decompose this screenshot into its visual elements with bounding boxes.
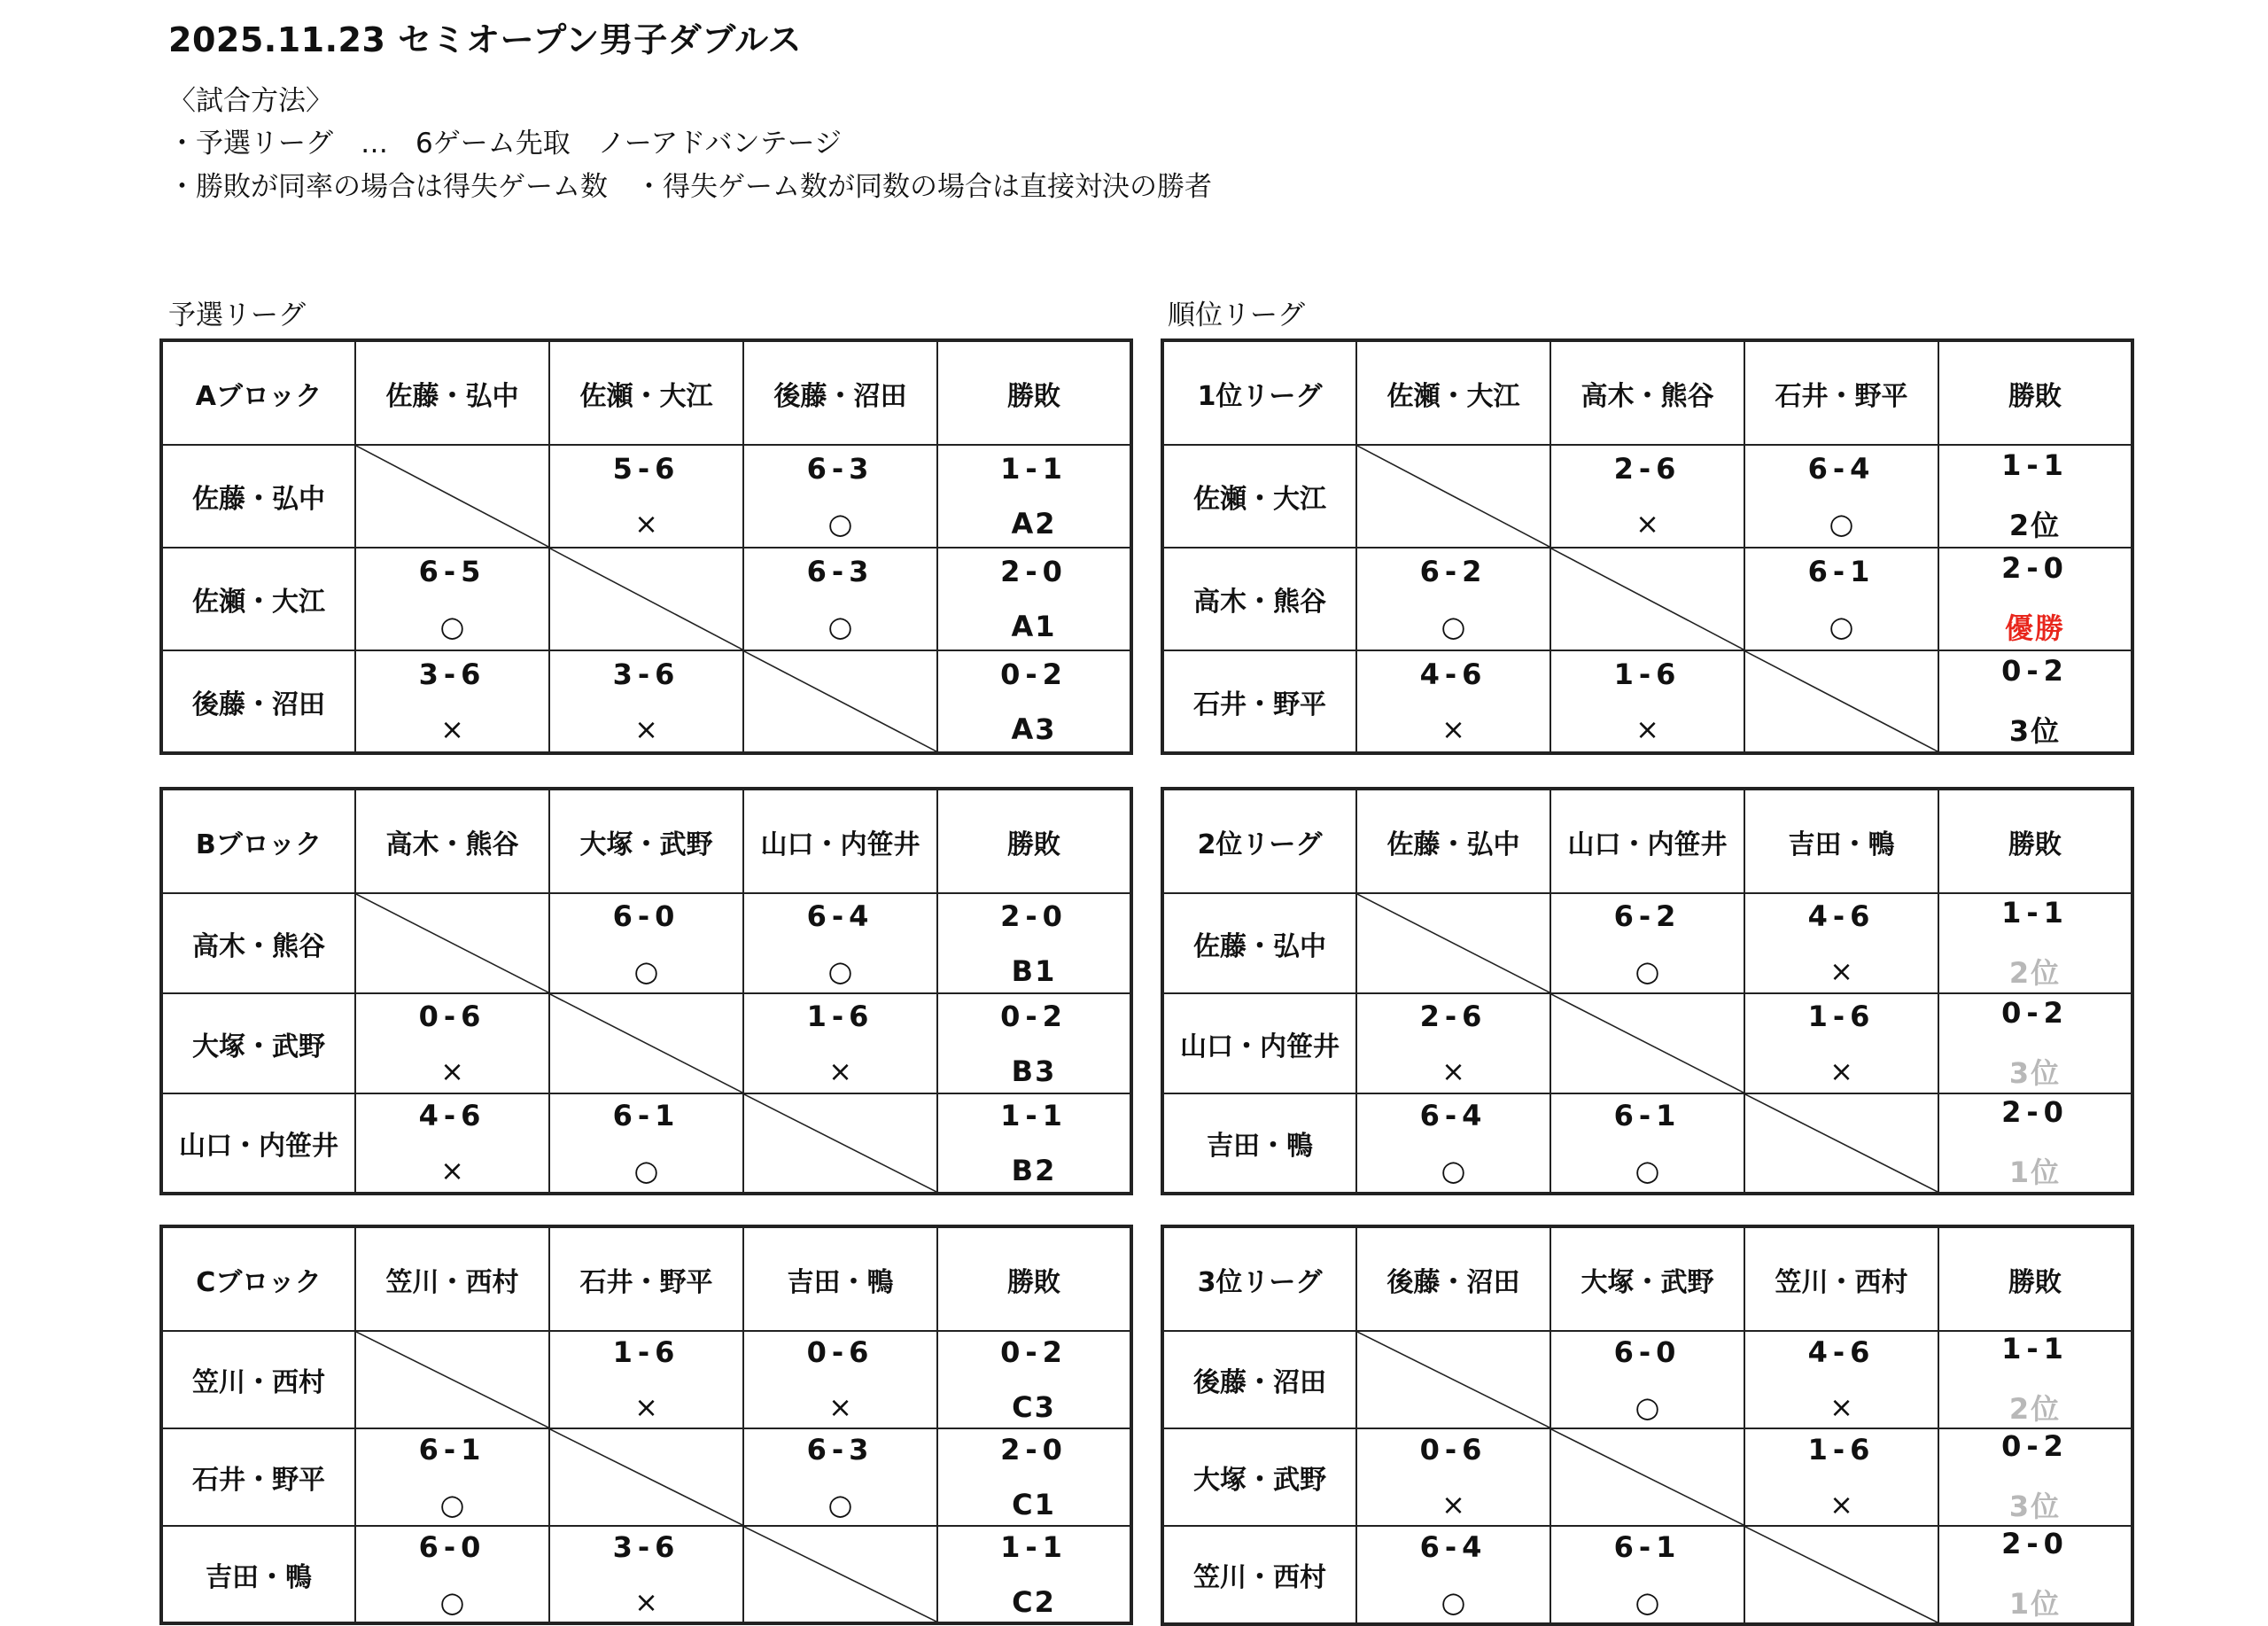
match-result-cell — [1356, 650, 1550, 753]
match-score: 6-0 — [612, 899, 680, 933]
column-header-result: 勝敗 — [937, 1226, 1131, 1331]
row-header-team: 佐藤・弘中 — [1162, 893, 1356, 993]
row-header-team: 山口・内笹井 — [161, 1093, 355, 1194]
match-result-cell — [743, 445, 937, 548]
match-result-cell — [1550, 1526, 1744, 1624]
self-match-cell — [355, 1331, 549, 1428]
match-result-cell — [1356, 1428, 1550, 1526]
self-match-cell — [549, 1428, 743, 1526]
win-mark: ○ — [633, 953, 659, 988]
column-header-result: 勝敗 — [937, 789, 1131, 893]
win-loss-record: 1-1 — [1000, 1099, 1068, 1132]
match-result-cell — [1744, 993, 1938, 1093]
loss-mark: × — [440, 712, 464, 746]
win-mark: ○ — [633, 1154, 659, 1187]
match-score: 1-6 — [1807, 999, 1876, 1033]
record-cell — [1938, 445, 2132, 548]
match-score: 2-6 — [1419, 999, 1487, 1033]
match-score: 1-6 — [1613, 657, 1682, 691]
column-header-team: 高木・熊谷 — [1550, 340, 1744, 445]
win-mark: ○ — [1635, 953, 1660, 988]
column-header-team: 山口・内笹井 — [1550, 789, 1744, 893]
block-label: Cブロック — [161, 1226, 355, 1331]
table-header-row — [1162, 789, 2132, 893]
match-score: 6-1 — [1613, 1530, 1682, 1564]
match-score: 6-5 — [418, 555, 486, 588]
loss-mark: × — [828, 1390, 852, 1424]
self-match-cell — [743, 1093, 937, 1194]
row-header-team: 石井・野平 — [161, 1428, 355, 1526]
win-mark: ○ — [439, 1488, 465, 1521]
table-row — [1162, 548, 2132, 650]
table-header-row — [1162, 1226, 2132, 1331]
match-result-cell — [549, 650, 743, 753]
row-header-team: 吉田・鴨 — [1162, 1093, 1356, 1194]
standing-rank: 2位 — [2008, 1392, 2062, 1426]
self-match-cell — [743, 650, 937, 753]
column-header-team: 笠川・西村 — [1744, 1226, 1938, 1331]
record-cell — [937, 1331, 1131, 1428]
record-cell — [1938, 993, 2132, 1093]
win-loss-record: 1-1 — [2001, 895, 2069, 930]
loss-mark: × — [440, 1054, 464, 1088]
table-row — [1162, 1526, 2132, 1624]
match-result-cell — [549, 893, 743, 993]
record-cell — [937, 1093, 1131, 1194]
standing-rank: B3 — [1011, 1054, 1057, 1088]
match-result-cell — [1744, 445, 1938, 548]
rules-line-1: ・予選リーグ … 6ゲーム先取 ノーアドバンテージ — [168, 128, 843, 159]
diagonal-line — [356, 894, 548, 992]
match-score: 6-3 — [806, 452, 874, 486]
standing-rank: A2 — [1011, 507, 1057, 541]
table-row — [1162, 650, 2132, 753]
diagonal-line — [550, 1429, 742, 1525]
row-header-team: 佐瀬・大江 — [161, 548, 355, 650]
match-result-cell — [743, 1428, 937, 1526]
loss-mark: × — [1441, 712, 1465, 746]
diagonal-line — [1357, 894, 1550, 992]
diagonal-line — [1551, 994, 1744, 1093]
match-score: 4-6 — [1807, 1335, 1876, 1369]
rules-heading: 〈試合方法〉 — [168, 85, 333, 117]
diagonal-line — [550, 548, 742, 650]
win-mark: ○ — [827, 610, 853, 643]
win-loss-record: 2-0 — [1000, 899, 1068, 933]
standing-rank: 優勝 — [2004, 611, 2065, 645]
match-score: 0-6 — [806, 1335, 874, 1369]
row-header-team: 吉田・鴨 — [161, 1526, 355, 1623]
loss-mark: × — [634, 1390, 658, 1424]
win-loss-record: 1-1 — [2001, 448, 2069, 482]
match-score: 6-4 — [1419, 1099, 1487, 1132]
self-match-cell — [743, 1526, 937, 1623]
column-header-team: 佐藤・弘中 — [355, 340, 549, 445]
block-label: 1位リーグ — [1162, 340, 1356, 445]
diagonal-line — [744, 1527, 936, 1622]
match-score: 5-6 — [612, 452, 680, 486]
table-row — [1162, 893, 2132, 993]
record-cell — [937, 993, 1131, 1093]
table-row — [1162, 445, 2132, 548]
loss-mark: × — [634, 507, 658, 541]
win-loss-record: 1-1 — [2001, 1332, 2069, 1365]
standing-rank: A1 — [1011, 610, 1057, 643]
match-result-cell — [743, 893, 937, 993]
row-header-team: 山口・内笹井 — [1162, 993, 1356, 1093]
match-result-cell — [355, 993, 549, 1093]
self-match-cell — [1356, 445, 1550, 548]
table-header-row — [161, 340, 1131, 445]
column-header-result: 勝敗 — [937, 340, 1131, 445]
win-loss-record: 1-1 — [1000, 1529, 1068, 1564]
prelim-league-label: 予選リーグ — [168, 300, 306, 331]
win-mark: ○ — [1441, 610, 1466, 643]
league-table-C — [159, 1225, 1133, 1625]
loss-mark: × — [634, 712, 658, 746]
standing-rank: C1 — [1012, 1488, 1056, 1521]
column-header-team: 笠川・西村 — [355, 1226, 549, 1331]
loss-mark: × — [440, 1154, 464, 1187]
win-loss-record: 2-0 — [2001, 1095, 2069, 1129]
match-score: 2-6 — [1613, 452, 1682, 486]
match-result-cell — [1356, 1526, 1550, 1624]
win-mark: ○ — [439, 1584, 465, 1619]
row-header-team: 笠川・西村 — [1162, 1526, 1356, 1624]
self-match-cell — [355, 893, 549, 993]
column-header-result: 勝敗 — [1938, 789, 2132, 893]
league-table-2nd — [1161, 787, 2134, 1195]
match-result-cell — [743, 1331, 937, 1428]
league-table-1st — [1161, 338, 2134, 755]
table-row — [1162, 1331, 2132, 1428]
standing-rank: 2位 — [2008, 509, 2062, 542]
self-match-cell — [1744, 1093, 1938, 1194]
record-cell — [1938, 1428, 2132, 1526]
record-cell — [1938, 548, 2132, 650]
table-header-row — [1162, 340, 2132, 445]
record-cell — [937, 1428, 1131, 1526]
win-mark: ○ — [827, 1488, 853, 1521]
match-result-cell — [355, 650, 549, 753]
row-header-team: 笠川・西村 — [161, 1331, 355, 1428]
table-row — [161, 893, 1131, 993]
win-mark: ○ — [439, 610, 465, 643]
match-score: 0-6 — [418, 999, 486, 1033]
match-result-cell — [549, 1331, 743, 1428]
table-row — [161, 445, 1131, 548]
match-result-cell — [1550, 650, 1744, 753]
match-result-cell — [1356, 993, 1550, 1093]
loss-mark: × — [1635, 507, 1659, 541]
rules-line-2: ・勝敗が同率の場合は得失ゲーム数 ・得失ゲーム数が同数の場合は直接対決の勝者 — [168, 171, 1212, 203]
win-loss-record: 0-2 — [1000, 1335, 1068, 1369]
row-header-team: 後藤・沼田 — [1162, 1331, 1356, 1428]
match-result-cell — [1744, 1331, 1938, 1428]
record-cell — [1938, 1331, 2132, 1428]
column-header-team: 佐瀬・大江 — [1356, 340, 1550, 445]
table-row — [161, 1526, 1131, 1623]
match-result-cell — [355, 1526, 549, 1623]
win-mark: ○ — [827, 507, 853, 541]
match-result-cell — [549, 1526, 743, 1623]
record-cell — [1938, 1093, 2132, 1194]
self-match-cell — [1550, 548, 1744, 650]
table-row — [161, 1093, 1131, 1194]
win-loss-record: 2-0 — [2001, 551, 2069, 585]
table-row — [161, 650, 1131, 753]
diagonal-line — [1551, 1429, 1744, 1525]
record-cell — [937, 1526, 1131, 1623]
ranking-league-label: 順位リーグ — [1168, 300, 1305, 331]
loss-mark: × — [634, 1584, 658, 1619]
loss-mark: × — [1829, 953, 1853, 988]
match-result-cell — [355, 548, 549, 650]
self-match-cell — [549, 993, 743, 1093]
self-match-cell — [1744, 650, 1938, 753]
column-header-team: 後藤・沼田 — [1356, 1226, 1550, 1331]
win-loss-record: 1-1 — [1000, 452, 1068, 486]
match-result-cell — [1744, 893, 1938, 993]
win-mark: ○ — [1441, 1154, 1466, 1187]
record-cell — [1938, 893, 2132, 993]
block-label: 2位リーグ — [1162, 789, 1356, 893]
league-table-3rd — [1161, 1225, 2134, 1626]
win-loss-record: 0-2 — [2001, 995, 2069, 1030]
match-result-cell — [1356, 1093, 1550, 1194]
win-mark: ○ — [1829, 507, 1854, 541]
match-result-cell — [355, 1093, 549, 1194]
row-header-team: 石井・野平 — [1162, 650, 1356, 753]
match-result-cell — [355, 1428, 549, 1526]
win-mark: ○ — [827, 953, 853, 988]
self-match-cell — [355, 445, 549, 548]
match-score: 3-6 — [612, 1529, 680, 1564]
column-header-team: 石井・野平 — [549, 1226, 743, 1331]
loss-mark: × — [1829, 1390, 1853, 1424]
loss-mark: × — [1441, 1488, 1465, 1521]
table-row — [161, 1428, 1131, 1526]
column-header-team: 吉田・鴨 — [1744, 789, 1938, 893]
win-mark: ○ — [1635, 1585, 1660, 1619]
match-score: 6-3 — [806, 1433, 874, 1467]
column-header-result: 勝敗 — [1938, 340, 2132, 445]
win-loss-record: 0-2 — [2001, 1429, 2069, 1463]
table-row — [1162, 1428, 2132, 1526]
league-table-B — [159, 787, 1133, 1195]
self-match-cell — [1550, 1428, 1744, 1526]
row-header-team: 高木・熊谷 — [161, 893, 355, 993]
table-row — [161, 548, 1131, 650]
standing-rank: C3 — [1012, 1390, 1056, 1424]
record-cell — [937, 650, 1131, 753]
table-header-row — [161, 1226, 1131, 1331]
record-cell — [937, 893, 1131, 993]
page-title: 2025.11.23 セミオープン男子ダブルス — [168, 20, 803, 59]
standing-rank: 3位 — [2008, 1055, 2062, 1090]
self-match-cell — [1744, 1526, 1938, 1624]
diagonal-line — [1745, 1094, 1938, 1192]
diagonal-line — [744, 651, 936, 751]
match-score: 4-6 — [1419, 657, 1487, 691]
match-result-cell — [1744, 548, 1938, 650]
standing-rank: 2位 — [2008, 955, 2062, 990]
diagonal-line — [356, 446, 548, 547]
standing-rank: 1位 — [2008, 1155, 2062, 1189]
diagonal-line — [1357, 446, 1550, 547]
match-score: 0-6 — [1419, 1433, 1487, 1467]
loss-mark: × — [1829, 1488, 1853, 1521]
match-score: 6-4 — [806, 899, 874, 933]
row-header-team: 後藤・沼田 — [161, 650, 355, 753]
match-score: 6-1 — [418, 1433, 486, 1467]
match-score: 6-2 — [1613, 899, 1682, 933]
record-cell — [1938, 650, 2132, 753]
table-row — [161, 1331, 1131, 1428]
loss-mark: × — [1829, 1054, 1853, 1088]
self-match-cell — [1356, 893, 1550, 993]
match-score: 1-6 — [1807, 1433, 1876, 1467]
diagonal-line — [1745, 651, 1938, 751]
column-header-team: 高木・熊谷 — [355, 789, 549, 893]
match-result-cell — [1550, 445, 1744, 548]
block-label: Bブロック — [161, 789, 355, 893]
win-loss-record: 0-2 — [2001, 653, 2069, 688]
self-match-cell — [1356, 1331, 1550, 1428]
diagonal-line — [1357, 1332, 1550, 1428]
self-match-cell — [549, 548, 743, 650]
match-result-cell — [1356, 548, 1550, 650]
column-header-team: 大塚・武野 — [549, 789, 743, 893]
match-score: 4-6 — [1807, 899, 1876, 933]
win-mark: ○ — [1635, 1154, 1660, 1187]
diagonal-line — [356, 1332, 548, 1428]
match-result-cell — [549, 1093, 743, 1194]
loss-mark: × — [1635, 712, 1659, 746]
column-header-team: 佐瀬・大江 — [549, 340, 743, 445]
match-score: 6-0 — [1613, 1335, 1682, 1369]
block-label: 3位リーグ — [1162, 1226, 1356, 1331]
match-score: 1-6 — [806, 999, 874, 1033]
match-result-cell — [1744, 1428, 1938, 1526]
standing-rank: B2 — [1011, 1154, 1057, 1187]
match-result-cell — [743, 993, 937, 1093]
match-result-cell — [549, 445, 743, 548]
match-score: 3-6 — [418, 657, 486, 691]
win-mark: ○ — [1635, 1390, 1660, 1424]
match-result-cell — [1550, 893, 1744, 993]
column-header-team: 石井・野平 — [1744, 340, 1938, 445]
match-score: 1-6 — [612, 1335, 680, 1369]
win-loss-record: 0-2 — [1000, 999, 1068, 1033]
record-cell — [937, 548, 1131, 650]
column-header-team: 後藤・沼田 — [743, 340, 937, 445]
win-loss-record: 2-0 — [1000, 555, 1068, 588]
match-score: 6-1 — [1613, 1099, 1682, 1132]
match-result-cell — [1550, 1093, 1744, 1194]
standing-rank: 1位 — [2008, 1587, 2062, 1621]
match-score: 4-6 — [418, 1099, 486, 1132]
match-score: 3-6 — [612, 657, 680, 691]
loss-mark: × — [828, 1054, 852, 1088]
diagonal-line — [1551, 548, 1744, 650]
diagonal-line — [744, 1094, 936, 1192]
diagonal-line — [550, 994, 742, 1093]
match-score: 6-1 — [1807, 555, 1876, 588]
record-cell — [937, 445, 1131, 548]
match-score: 6-4 — [1807, 452, 1876, 486]
column-header-team: 佐藤・弘中 — [1356, 789, 1550, 893]
block-label: Aブロック — [161, 340, 355, 445]
match-score: 6-1 — [612, 1099, 680, 1132]
win-mark: ○ — [1829, 610, 1854, 643]
match-result-cell — [1550, 1331, 1744, 1428]
column-header-team: 吉田・鴨 — [743, 1226, 937, 1331]
standing-rank: 3位 — [2008, 1490, 2062, 1523]
win-loss-record: 0-2 — [1000, 657, 1068, 691]
standing-rank: C2 — [1012, 1584, 1056, 1619]
record-cell — [1938, 1526, 2132, 1624]
standing-rank: B1 — [1011, 953, 1057, 988]
row-header-team: 高木・熊谷 — [1162, 548, 1356, 650]
standing-rank: 3位 — [2008, 713, 2062, 748]
match-score: 6-3 — [806, 555, 874, 588]
table-row — [1162, 1093, 2132, 1194]
row-header-team: 大塚・武野 — [1162, 1428, 1356, 1526]
row-header-team: 大塚・武野 — [161, 993, 355, 1093]
match-score: 6-4 — [1419, 1530, 1487, 1564]
diagonal-line — [1745, 1527, 1938, 1622]
table-row — [1162, 993, 2132, 1093]
column-header-result: 勝敗 — [1938, 1226, 2132, 1331]
loss-mark: × — [1441, 1054, 1465, 1088]
column-header-team: 大塚・武野 — [1550, 1226, 1744, 1331]
league-table-A — [159, 338, 1133, 755]
self-match-cell — [1550, 993, 1744, 1093]
match-score: 6-0 — [418, 1529, 486, 1564]
match-score: 6-2 — [1419, 555, 1487, 588]
row-header-team: 佐藤・弘中 — [161, 445, 355, 548]
standing-rank: A3 — [1011, 712, 1057, 746]
win-mark: ○ — [1441, 1585, 1466, 1619]
row-header-team: 佐瀬・大江 — [1162, 445, 1356, 548]
column-header-team: 山口・内笹井 — [743, 789, 937, 893]
win-loss-record: 2-0 — [1000, 1433, 1068, 1467]
table-header-row — [161, 789, 1131, 893]
win-loss-record: 2-0 — [2001, 1527, 2069, 1560]
table-row — [161, 993, 1131, 1093]
match-result-cell — [743, 548, 937, 650]
